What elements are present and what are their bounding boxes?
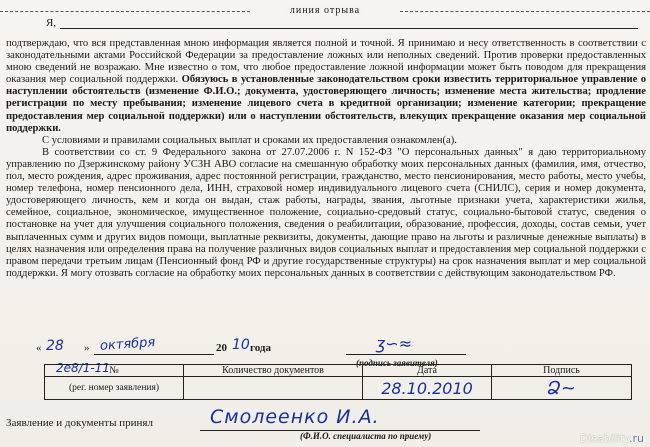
reg-number-cell — [45, 377, 184, 400]
watermark-part1: Disability — [579, 432, 629, 445]
handwritten-year: 10 — [232, 337, 250, 353]
header-number: № — [45, 365, 184, 377]
ya-label: Я, — [46, 17, 57, 29]
year-suffix: года — [250, 342, 271, 354]
declaration-paragraph-1 — [6, 38, 646, 135]
handwritten-month: октября — [99, 335, 156, 354]
date-signature-row — [36, 334, 636, 358]
cut-line-dash-right — [400, 11, 650, 12]
header-doc-count: Количество документов — [184, 365, 363, 377]
applicant-signature-caption: (подпись заявителя) — [356, 358, 438, 368]
registration-scribble: 2e8/1-11 — [56, 361, 110, 375]
year-prefix: 20 — [216, 342, 227, 354]
handwritten-reg-signature: Ձ~ — [492, 377, 632, 400]
specialist-name-handwritten: Смолеенко И.А. — [210, 406, 380, 428]
header-date: Дата — [363, 365, 492, 377]
specialist-caption: (Ф.И.О. специалиста по приему) — [300, 431, 432, 441]
doc-count-cell — [184, 377, 363, 400]
site-watermark — [580, 432, 644, 445]
date-close-quote: » — [84, 342, 90, 354]
watermark-part2: .ru — [629, 432, 644, 445]
reg-number-label: (рег. номер заявления) — [68, 383, 160, 393]
registration-table — [44, 364, 632, 400]
cut-line — [0, 6, 650, 16]
handwritten-reg-date: 28.10.2010 — [363, 377, 492, 400]
cut-line-dash-left — [0, 11, 250, 12]
rules-acknowledgement: С условиями и правилами социальных выплат и сроками их предоставления ознакомлен(а). — [42, 134, 457, 146]
name-fill-line — [60, 28, 638, 29]
applicant-signature: ʒ∽≈ — [376, 334, 413, 353]
declaration-plain-text: подтверждаю, что вся представленная мною информация является полной и точной. Я принимаю и несу ответственность в соответствии с законодательными актами Российской Федерации за предоставление ложных или неполных сведений. Против проверки предоставленных мною сведений не возражаю. Мне известно о том, что любое предоставление ложной информации может быть поводом для прекращения оказания мер социальной поддержки. — [6, 38, 646, 86]
cut-line-label: линия отрыва — [286, 5, 364, 16]
handwritten-day: 28 — [46, 338, 64, 354]
accepted-label: Заявление и документы принял — [6, 417, 153, 429]
personal-data-consent: В соответствии со ст. 9 Федерального закона от 27.07.2006 г. N 152-ФЗ "О персональных данных" я даю территориальному управлению по Дзержинскому району УСЗН АВО согласие на смешанную обработку моих персональных данных (фамилия, имя, отчество, пол, место рождения, адрес проживания, адрес постоянной регистрации, гражданство, место пенсионирования, место работы, место учебы, номер телефона, номер пенсионного дела, ИНН, страховой номер индивидуального лицевого счета (СНИЛС), серия и номер документа, удостоверяющего личность, кем и когда он выдан, стаж работы, награды, звания, льготные признаки учета, характеристики жилья, семейное, социальное, экономическое, имущественное положение, социально-средовый статус, социально-бытовой статус, сведения о постановке на учет для улучшения социального положения, сведения о реабилитации, образование, профессия, доходы, состав семьи, учет выплаченных сумм и других видов помощи, выплатные реквизиты, документы, дающие право на льготы и различные денежные выплаты) в целях назначения или определения права на получение различных видов социальных выплат и предоставления мер социальной поддержки с правом передачи третьим лицам (Пенсионный фонд РФ и другие государственные структуры) на срок назначения выплат и мер социальной поддержки. Я могу отозвать согласие на обработку моих персональных данных в соответствии с действующим законодательством РФ. — [6, 146, 646, 279]
registration-table-header — [45, 365, 632, 377]
declaration-bold-text: Обязуюсь в установленные законодательством сроки известить территориальное управление о наступлении обстоятельств (изменение Ф.И.О.; документа, удостоверяющего личность; изменение места жительства; продление регистрации по месту пребывания; изменение лицевого счета в кредитной организации; изменение категории; прекращение предоставления мер социальной поддержки) или о наступлении обстоятельств, влекущих прекращение оказания мер социальной поддержки. — [6, 74, 647, 134]
registration-table-row — [45, 377, 632, 400]
month-underline — [94, 354, 214, 355]
applicant-signature-line — [346, 354, 466, 355]
declaration-text — [6, 38, 646, 280]
header-signature: Подпись — [492, 365, 632, 377]
date-open-quote: « — [36, 342, 42, 354]
